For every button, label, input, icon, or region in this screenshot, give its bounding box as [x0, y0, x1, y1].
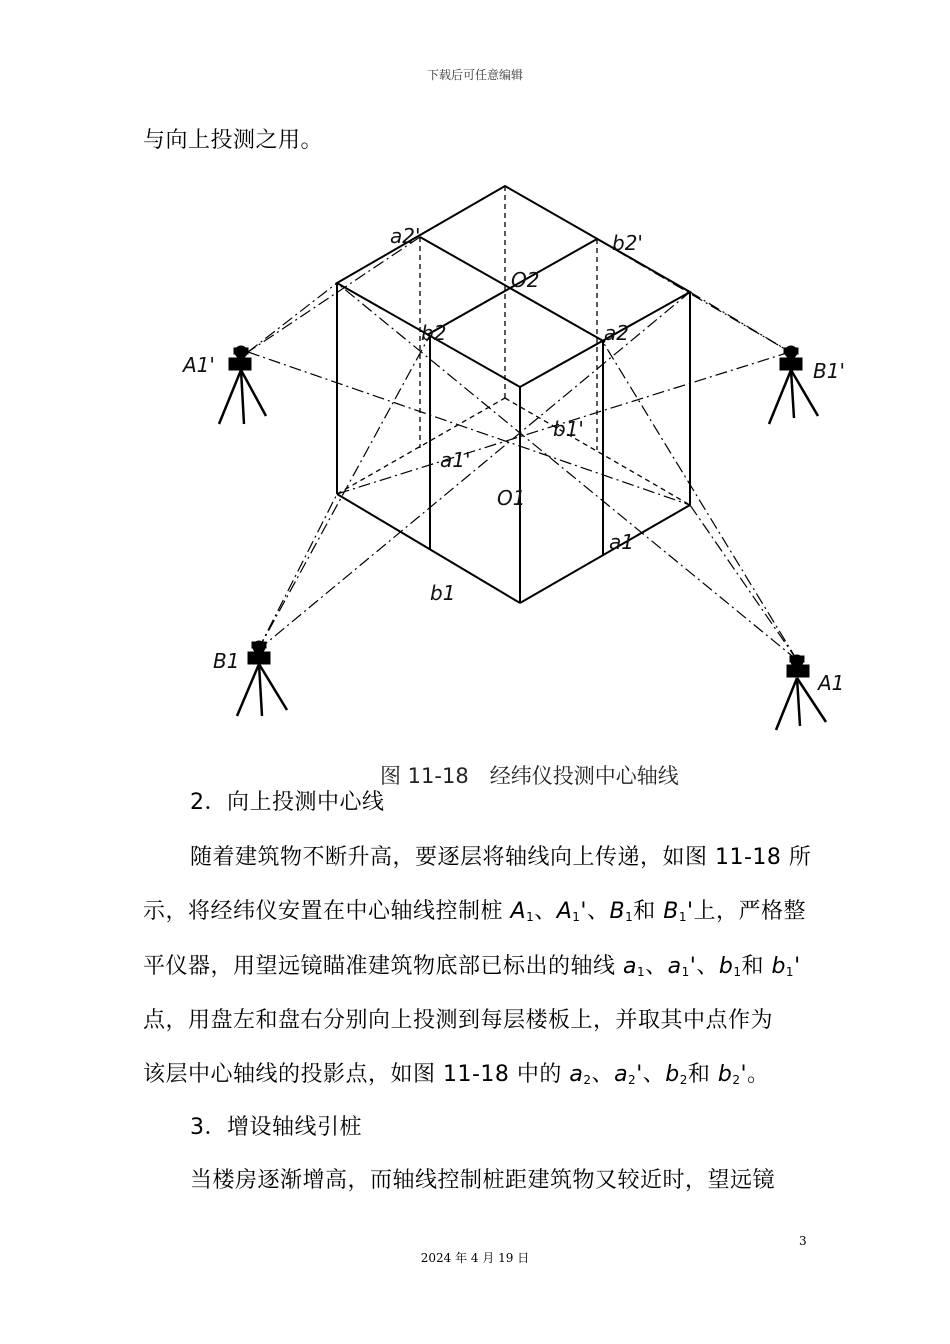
- instrument-A1p: [219, 346, 266, 424]
- section2-heading: 2．向上投测中心线: [190, 790, 385, 815]
- page-date: 2024 年 4 月 19 日: [420, 1251, 530, 1265]
- label-a1: a1: [609, 530, 634, 554]
- sight-lines: [248, 237, 797, 660]
- intro-line: 与向上投测之用。: [143, 128, 324, 153]
- label-a2: a2: [604, 321, 629, 345]
- label-b2: b2: [421, 321, 447, 345]
- label-b1: b1: [430, 581, 456, 605]
- label-B1: B1: [213, 649, 240, 673]
- figure-caption: 图 11-18 经纬仪投测中心轴线: [380, 764, 679, 788]
- label-A1: A1: [818, 671, 845, 695]
- label-A1p: A1': [183, 353, 215, 377]
- label-b2p: b2': [612, 231, 643, 255]
- page-header: 下载后可任意编辑: [426, 68, 523, 82]
- section2-line2: 示，将经纬仪安置在中心轴线控制桩 $A_1$、$A_1'$、$B_1$和 $B_1'$上，严格整: [143, 899, 807, 924]
- instrument-B1: [237, 641, 287, 716]
- label-b1p: b1': [553, 417, 584, 441]
- section3-line1: 当楼房逐渐增高，而轴线控制桩距建筑物又较近时，望远镜: [190, 1168, 776, 1193]
- page-number: 3: [799, 1234, 807, 1248]
- section2-line5: 该层中心轴线的投影点，如图 11-18 中的 $a_2$、$a_2'$、$b_2$和 $b_2'$。: [143, 1062, 770, 1087]
- section2-line3: 平仪器，用望远镜瞄准建筑物底部已标出的轴线 $a_1$、$a_1'$、$b_1$和 $b_1'$: [143, 954, 801, 979]
- section3-heading: 3．增设轴线引桩: [190, 1115, 362, 1140]
- instrument-B1p: [769, 346, 818, 424]
- label-a2p: a2': [390, 224, 421, 248]
- figure-labels: [181, 224, 845, 695]
- label-O1: O1: [497, 486, 526, 510]
- label-O2: O2: [511, 268, 540, 292]
- label-a1p: a1': [440, 448, 471, 472]
- section2-line4: 点，用盘左和盘右分别向上投测到每层楼板上，并取其中点作为: [143, 1008, 774, 1033]
- section2-line1: 随着建筑物不断升高，要逐层将轴线向上传递，如图 11-18 所: [190, 845, 812, 870]
- label-B1p: B1': [813, 359, 845, 383]
